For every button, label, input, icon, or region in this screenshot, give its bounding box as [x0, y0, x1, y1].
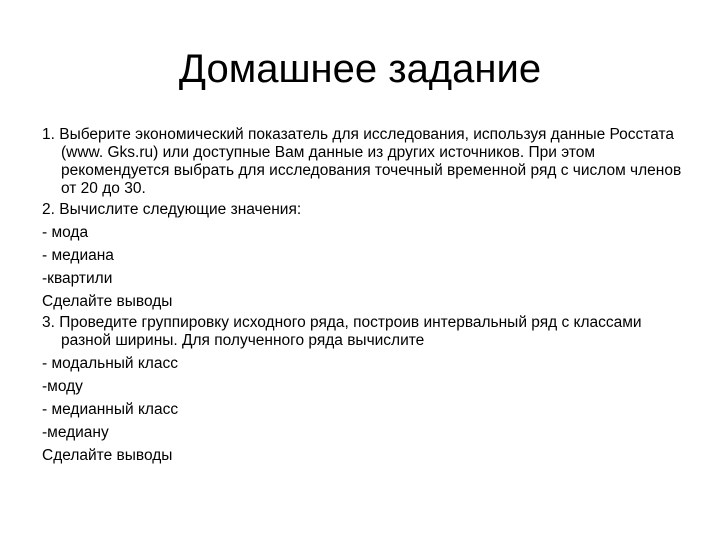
list-item-mode-2: -моду — [42, 378, 83, 395]
list-item-median-class: - медианный класс — [42, 401, 179, 418]
conclusion-text-1: Сделайте выводы — [42, 293, 173, 310]
list-item-mode: - мода — [42, 224, 89, 241]
list-item-median-2: -медиану — [42, 424, 109, 441]
list-item-modal-class: - модальный класс — [42, 355, 178, 372]
conclusion-text-2: Сделайте выводы — [42, 447, 173, 464]
task-2-text: 2. Вычислите следующие значения: — [42, 201, 302, 218]
slide-content — [42, 126, 682, 465]
list-item-median: - медиана — [42, 247, 114, 264]
slide-title: Домашнее задание — [178, 47, 542, 91]
task-1-text: 1. Выберите экономический показатель для исследования, используя данные Росстата (www. Gks.ru) или доступные Вам данные из других источников. При этом рекомендуется выбрать для исследования точечный временной ряд с числом членов от 20 до 30. — [42, 126, 682, 197]
task-3-text: 3. Проведите группировку исходного ряда, построив интервальный ряд с классами разной ширины. Для полученного ряда вычислите — [42, 314, 642, 349]
list-item-quartiles: -квартили — [42, 270, 113, 287]
